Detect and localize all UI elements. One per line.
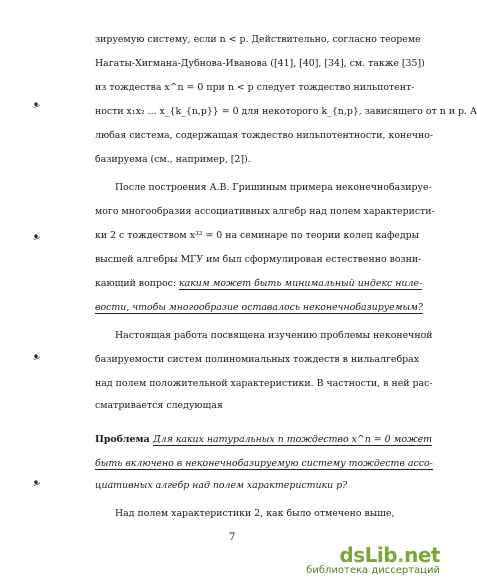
page-number: 7 (229, 532, 236, 543)
text-line: из тождества x^n = 0 при n < p следует тождество нильпотент- (95, 82, 415, 93)
problem-label: Проблема (95, 434, 153, 445)
problem-text-line (95, 458, 433, 470)
question-text: каким может быть минимальный индекс ниле- (179, 278, 423, 289)
text-line: над полем положительной характеристики. В частности, в ней рас- (95, 378, 433, 389)
problem-text-line: циативных алгебр над полем характеристики p? (95, 480, 348, 491)
text-line: После построения А.В. Гришиным примера неконечнобазируе- (115, 182, 432, 193)
text-line: любая система, содержащая тождество нильпотентности, конечно- (95, 130, 434, 141)
text-line: Над полем характеристики 2, как было отмечено выше, (115, 508, 395, 519)
margin-mark-icon: ᴥ (31, 231, 42, 243)
text-line: сматривается следующая (95, 400, 223, 411)
text-line: мого многообразия ассоциативных алгебр над полем характеристи- (95, 206, 435, 217)
margin-mark-icon: ᴥ (31, 99, 42, 111)
text-line: Настоящая работа посвящена изучению проблемы неконечной (115, 330, 433, 341)
question-text: вости, чтобы многообразие оставалось неконечнобазируемым? (95, 302, 423, 313)
text-line (95, 278, 423, 290)
margin-mark-icon: ᴥ (31, 351, 42, 363)
dslib-logo: dsLib.net (339, 543, 440, 567)
dslib-watermark (306, 543, 440, 576)
problem-text: Для каких натуральных n тождество x^n = 0 может (152, 434, 433, 445)
text-line: ки 2 с тождеством x³² = 0 на семинаре по теории колец кафедры (95, 230, 420, 241)
text-line: базируема (см., например, [2]). (95, 154, 251, 165)
watermark-subtitle: библиотека диссертаций (306, 565, 440, 576)
text-line: базируемости систем полиномиальных тождеств в нильалгебрах (95, 354, 419, 365)
problem-text: быть включено в неконечнобазируемую систему тождеств ассо- (95, 458, 433, 469)
margin-mark-icon: ᴥ (31, 477, 42, 489)
question-text-line (95, 302, 423, 314)
text-line: высшей алгебры МГУ им был сформулирован естественно возни- (95, 254, 422, 265)
text-line: ности x₁x₂ ... x_{k_{n,p}} = 0 для некоторого k_{n,p}, зависящего от n и p. А (95, 106, 477, 117)
text-line: Нагаты-Хигмана-Дубнова-Иванова ([41], [40], [34], см. также [35]) (95, 58, 425, 69)
text-segment: кающий вопрос: (95, 278, 180, 289)
text-line: зируемую систему, если n < p. Действительно, согласно теореме (95, 34, 421, 45)
problem-line (95, 434, 433, 446)
